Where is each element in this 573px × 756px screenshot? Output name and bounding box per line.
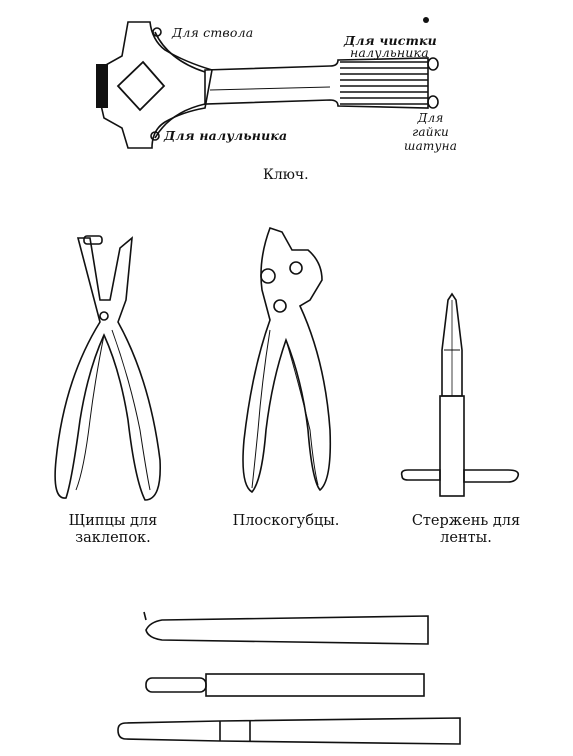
rivet-pliers-illustration bbox=[55, 236, 160, 500]
caption-rivet-pliers-line1: Щипцы для bbox=[68, 513, 158, 529]
drift-3 bbox=[118, 718, 460, 744]
label-barrel: Для ствола bbox=[172, 25, 254, 40]
drift-1 bbox=[144, 612, 428, 644]
caption-rivet-pliers-line2: заклепок. bbox=[75, 529, 151, 546]
caption-belt-rod-line2: ленты. bbox=[440, 529, 492, 546]
caption-pliers-line1: Плоскогубцы. bbox=[232, 513, 340, 529]
label-grease: Для налульника bbox=[164, 128, 288, 143]
caption-rivet-pliers bbox=[58, 513, 168, 546]
label-nut-line1: Для bbox=[417, 111, 444, 125]
label-nut-line2: гайки bbox=[412, 124, 449, 139]
label-nut-line3: шатуна bbox=[404, 138, 458, 153]
ink-dot bbox=[423, 17, 429, 23]
caption-pliers bbox=[229, 513, 343, 530]
label-cleaning-line2: налульника bbox=[350, 45, 429, 60]
belt-rod-illustration bbox=[402, 294, 519, 496]
label-nut bbox=[404, 112, 457, 153]
label-cleaning-line1: Для чистки bbox=[344, 33, 437, 48]
pliers-illustration bbox=[243, 228, 330, 492]
caption-belt-rod-line1: Стержень для bbox=[411, 513, 521, 529]
caption-belt-rod bbox=[404, 513, 528, 546]
drift-2 bbox=[146, 674, 424, 696]
knurled-end bbox=[96, 64, 108, 108]
caption-key: Ключ. bbox=[263, 167, 309, 183]
